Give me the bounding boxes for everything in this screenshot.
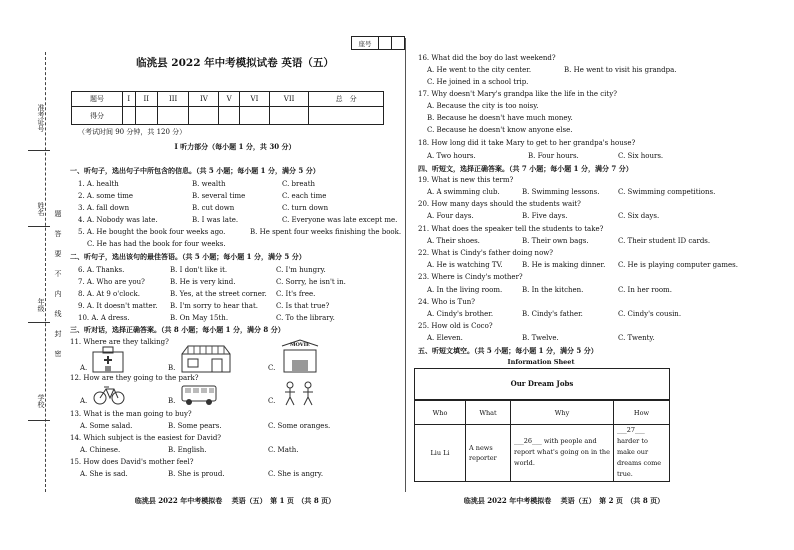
header-how: How [614, 401, 670, 425]
exam-info: （考试时间 90 分钟，共 120 分） [78, 128, 187, 136]
option: C. Six days. [618, 212, 660, 220]
option: B. He went to visit his grandpa. [564, 66, 677, 74]
option: C. Because he doesn't know anyone else. [427, 126, 573, 134]
option: B. Their own bags. [522, 237, 589, 245]
option: B. She is proud. [168, 470, 225, 478]
section-5-title: 五、听短文填空。（共 5 小题；每小题 1 分，满分 5 分） [418, 346, 598, 355]
question-17: 17. Why doesn't Mary's grandpa like the life in the city? [418, 90, 617, 98]
page-divider [405, 38, 406, 492]
question-13: 13. What is the man going to buy? [70, 410, 192, 418]
option: A. Chinese. [80, 446, 121, 454]
option: A. Two hours. [427, 152, 476, 160]
name-label: 姓名 [37, 202, 45, 216]
seat-number-box [351, 36, 405, 50]
seal-char: 密 [54, 350, 62, 357]
option: C. Math. [268, 446, 299, 454]
option: B. Swimming lessons. [522, 188, 600, 196]
option: C. Swimming competitions. [618, 188, 716, 196]
option: B. cut down [192, 204, 235, 212]
seal-char: 封 [54, 330, 62, 337]
question-21: 21. What does the speaker tell the students to take? [418, 225, 604, 233]
option: C. Is that true? [276, 302, 330, 310]
option: B. I was late. [192, 216, 239, 224]
option: B. Five days. [522, 212, 568, 220]
option: A. Eleven. [427, 334, 463, 342]
option: C. I'm hungry. [276, 266, 326, 274]
option: A. Cindy's brother. [427, 310, 494, 318]
option: C. Their student ID cards. [618, 237, 711, 245]
seat-cell [379, 37, 392, 50]
information-sheet-title: Information Sheet [507, 358, 575, 366]
movie-sign-text: MOVIE [290, 342, 310, 348]
option: C. Cindy's cousin. [618, 310, 682, 318]
option: B. Yes, at the street corner. [170, 290, 267, 298]
grade-underline [28, 322, 50, 323]
name-underline [28, 226, 50, 227]
footer-left: 临洮县 2022 年中考模拟卷 英语（五） 第 1 页 （共 8 页） [134, 496, 336, 505]
cell-what: A news reporter [466, 425, 511, 481]
score-cell [157, 107, 189, 125]
question-20: 20. How many days should the students wait? [418, 200, 581, 208]
score-header-cell: 题号 [72, 92, 123, 107]
option: C. Six hours. [618, 152, 664, 160]
option: B. I'm sorry to hear that. [170, 302, 259, 310]
score-header-cell: VII [269, 92, 308, 107]
score-row-label: 得分 [72, 107, 123, 125]
page-title: 临洮县 2022 年中考模拟试卷 英语（五） [136, 57, 334, 69]
question-11: 11. Where are they talking? [70, 338, 169, 346]
shop-icon [180, 344, 232, 374]
seat-cell [392, 37, 405, 50]
score-header-cell: IV [189, 92, 219, 107]
listening-part-title: I 听力部分（每小题 1 分，共 30 分） [174, 142, 296, 151]
exam-number-underline [28, 150, 50, 151]
people-walking-icon [278, 380, 322, 408]
score-cell [122, 107, 135, 125]
header-what: What [466, 401, 511, 425]
option: B. I don't like it. [170, 266, 228, 274]
question-16: 16. What did the boy do last weekend? [418, 54, 556, 62]
score-header-cell: I [122, 92, 135, 107]
option: B. wealth [192, 180, 226, 188]
option: A. Some salad. [80, 422, 133, 430]
grade-label: 年级 [37, 298, 45, 312]
option: C. She is angry. [268, 470, 324, 478]
option-label: A. [80, 397, 88, 405]
option: B. In the kitchen. [522, 286, 584, 294]
option: C. Twenty. [618, 334, 655, 342]
seal-char: 线 [54, 310, 62, 317]
option: 9. A. It doesn't matter. [78, 302, 158, 310]
score-cell [135, 107, 157, 125]
option: A. He went to the city center. [427, 66, 532, 74]
option: B. Some pears. [168, 422, 222, 430]
option: A. She is sad. [80, 470, 128, 478]
option: 4. A. Nobody was late. [78, 216, 158, 224]
seat-label: 座号 [352, 37, 379, 50]
option-label: A. [80, 364, 88, 372]
section-4-title: 四、听短文，选择正确答案。（共 7 小题；每小题 1 分，满分 7 分） [418, 164, 633, 173]
score-cell [239, 107, 269, 125]
option: A. Their shoes. [427, 237, 480, 245]
option: A. Four days. [427, 212, 474, 220]
option: C. breath [282, 180, 316, 188]
option: C. Some oranges. [268, 422, 331, 430]
header-who: Who [415, 401, 466, 425]
seal-char: 答 [54, 230, 62, 237]
option: C. Everyone was late except me. [282, 216, 398, 224]
option: 7. A. Who are you? [78, 278, 145, 286]
seal-char: 不 [54, 270, 62, 277]
seal-char: 要 [54, 250, 62, 257]
cell-who: Liu Li [415, 425, 466, 481]
bicycle-icon [92, 384, 126, 406]
cell-why: ___26___ with people and report what's going on in the world. [511, 425, 614, 481]
question-23: 23. Where is Cindy's mother? [418, 273, 523, 281]
score-header-cell: VI [239, 92, 269, 107]
score-cell [309, 107, 384, 125]
score-cell [269, 107, 308, 125]
question-19: 19. What is new this term? [418, 176, 514, 184]
section-3-title: 三、听对话，选择正确答案。（共 8 小题；每小题 1 分，满分 8 分） [70, 325, 285, 334]
exam-number-label: 准考证号 [37, 104, 45, 132]
option: 2. A. some time [78, 192, 134, 200]
footer-right: 临洮县 2022 年中考模拟卷 英语（五） 第 2 页 （共 8 页） [463, 496, 665, 505]
option: 1. A. health [78, 180, 119, 188]
option: B. English. [168, 446, 207, 454]
option-label: B. [168, 364, 176, 372]
section-2-title: 二、听句子，选出该句的最佳答语。（共 5 小题；每小题 1 分，满分 5 分） [70, 252, 306, 261]
option: C. To the library. [276, 314, 335, 322]
option: A. In the living room. [427, 286, 503, 294]
question-14: 14. Which subject is the easiest for David? [70, 434, 222, 442]
option-label: C. [268, 364, 276, 372]
table-title: Our Dream Jobs [415, 369, 669, 400]
question-25: 25. How old is Coco? [418, 322, 493, 330]
option: A. He is watching TV. [427, 261, 503, 269]
option: B. Four hours. [528, 152, 579, 160]
section-1-title: 一、听句子，选出句子中所包含的信息。（共 5 小题；每小题 1 分，满分 5 分） [70, 166, 320, 175]
option: B. He is making dinner. [522, 261, 606, 269]
question-15: 15. How does David's mother feel? [70, 458, 194, 466]
question-18: 18. How long did it take Mary to get to her grandpa's house? [418, 139, 636, 147]
question-24: 24. Who is Tun? [418, 298, 475, 306]
dream-jobs-table [415, 400, 669, 481]
header-why: Why [511, 401, 614, 425]
option-label: C. [268, 397, 276, 405]
bus-icon [180, 384, 218, 406]
option: B. On May 15th. [170, 314, 229, 322]
option: B. several time [192, 192, 246, 200]
seal-char: 内 [54, 290, 62, 297]
cell-how: ___27___ harder to make our dreams come true. [614, 425, 670, 481]
seal-char: 题 [54, 210, 62, 217]
option: B. Twelve. [522, 334, 559, 342]
option: C. He is playing computer games. [618, 261, 738, 269]
option: A. A swimming club. [427, 188, 500, 196]
option: 3. A. fall down [78, 204, 130, 212]
option: B. He is very kind. [170, 278, 236, 286]
option: B. Cindy's father. [522, 310, 583, 318]
school-label: 学校 [37, 394, 45, 408]
information-sheet [414, 368, 670, 482]
school-underline [28, 420, 50, 421]
option: B. Because he doesn't have much money. [427, 114, 573, 122]
score-header-cell: III [157, 92, 189, 107]
option: C. Sorry, he isn't in. [276, 278, 346, 286]
option: C. each time [282, 192, 327, 200]
option: C. In her room. [618, 286, 672, 294]
score-header-cell: II [135, 92, 157, 107]
option: 5. A. He bought the book four weeks ago. [78, 228, 226, 236]
option-label: B. [168, 397, 176, 405]
option: C. He has had the book for four weeks. [87, 240, 226, 248]
score-header-cell: V [219, 92, 240, 107]
option: B. He spent four weeks finishing the book. [250, 228, 402, 236]
question-22: 22. What is Cindy's father doing now? [418, 249, 554, 257]
option: 10. A. A dress. [78, 314, 130, 322]
option: C. turn down [282, 204, 329, 212]
option: C. He joined in a school trip. [427, 78, 529, 86]
score-cell [189, 107, 219, 125]
option: C. It's free. [276, 290, 316, 298]
score-table [71, 91, 384, 125]
hospital-icon [90, 346, 126, 374]
option: A. Because the city is too noisy. [427, 102, 539, 110]
option: 6. A. Thanks. [78, 266, 125, 274]
score-cell [219, 107, 240, 125]
question-12: 12. How are they going to the park? [70, 374, 199, 382]
option: 8. A. At 9 o'clock. [78, 290, 140, 298]
score-header-cell: 总 分 [309, 92, 384, 107]
